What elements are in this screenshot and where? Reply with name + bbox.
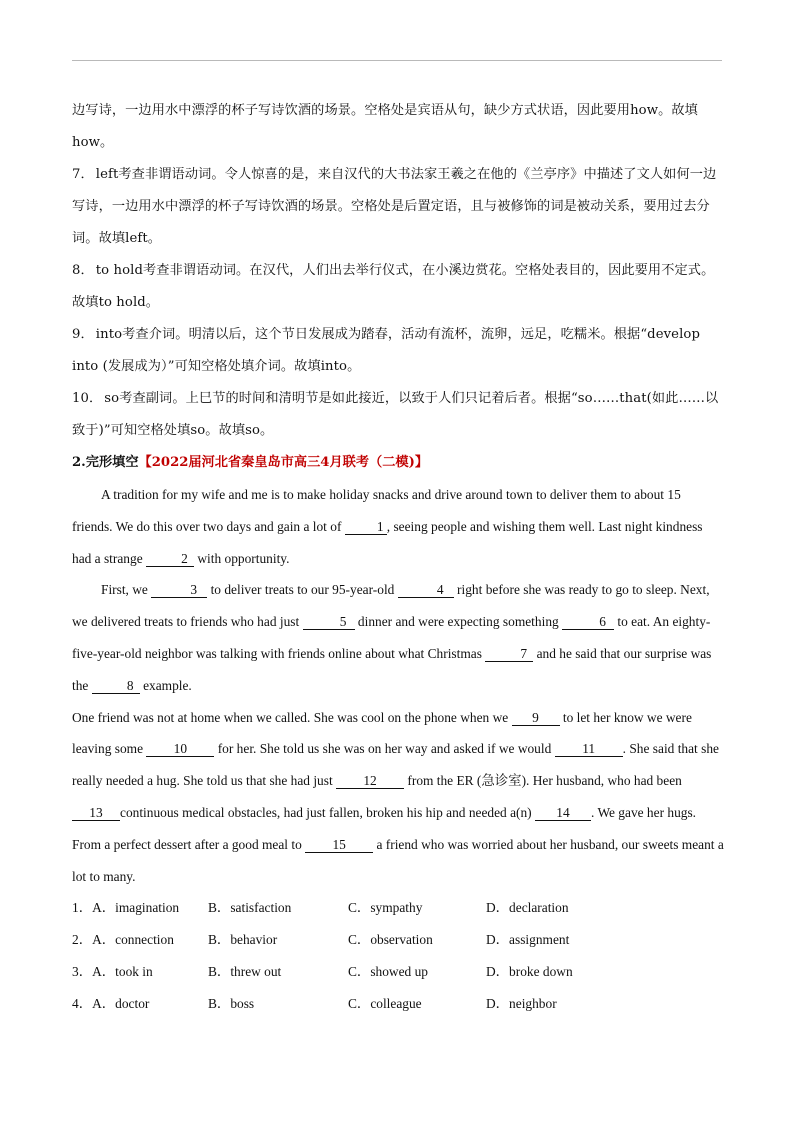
blank-7: 7 [485,647,533,662]
blank-3: 3 [151,583,207,598]
explanation-number: 7． [72,167,94,182]
header-rule [72,60,722,61]
option-number: 1． [72,900,93,916]
option-a-text: A．connection [92,932,174,948]
explanation-text: left考查非谓语动词。令人惊喜的是，来自汉代的大书法家王羲之在他的《兰亭序》中描述了文人如何一边写诗，一边用水中漂浮的杯子写诗饮酒的场景。空格处是后置定语，且与被修饰的词是被动关系，要用过去分词。故填left。 [72,167,717,246]
option-d[interactable]: D．neighbor [486,996,557,1012]
explanation-text: so考查副词。上巳节的时间和清明节是如此接近，以致于人们只记着后者。根据“so……that(如此……以致于)”可知空格处填so。故填so。 [72,391,719,438]
blank-6: 6 [562,615,614,630]
option-a-text: A．imagination [92,900,180,916]
blank-11: 11 [555,742,623,757]
option-a[interactable] [72,956,153,988]
passage-text: to deliver treats to our 95-year-old [207,582,398,598]
passage-paragraph-3 [72,702,724,893]
option-row-3 [72,956,724,988]
passage-text: example. [139,677,192,693]
passage-text: a friend who was worried about her husband, our sweets meant a lot to many. [72,836,724,884]
option-a-text: A．took in [92,964,153,980]
option-a[interactable] [72,924,174,956]
explanation-text: to hold考查非谓语动词。在汉代，人们出去举行仪式，在小溪边赏花。空格处表目的，因此要用不定式。故填to hold。 [72,263,715,310]
option-a-text: A．doctor [92,996,150,1012]
blank-10: 10 [146,742,214,757]
option-d[interactable]: D．broke down [486,964,573,980]
content-body [72,95,724,1020]
option-row-2 [72,924,724,956]
blank-5: 5 [303,615,355,630]
passage-text: right before she was ready to go to sleep. Next, we delivered treats to friends who had just [72,582,710,630]
option-c[interactable]: C．observation [348,932,433,948]
explanation-7 [72,159,724,255]
option-number: 3． [72,964,93,980]
explanation-number: 10． [72,391,103,406]
passage-text: and he said that our surprise was the [72,645,712,693]
option-number: 2． [72,932,93,948]
options-list [72,892,724,1020]
explanation-number: 9． [72,327,94,342]
passage-text: to let her know we were leaving some [72,709,692,757]
option-b[interactable]: B．satisfaction [208,900,292,916]
explanation-10 [72,383,724,447]
passage-text: to eat. An eighty-five-year-old neighbor was talking with friends online about what Christmas [72,614,711,661]
explanation-number: 8． [72,263,94,278]
section-heading [72,447,724,479]
passage-text: with opportunity. [194,550,290,566]
blank-15: 15 [305,838,373,853]
option-d[interactable]: D．declaration [486,900,569,916]
passage-text: A tradition for my wife and me is to make holiday snacks and drive around town to deliver them to about 15 friends. We do this over two days and gain a lot of [72,487,681,534]
blank-13: 13 [72,806,120,821]
explanation-6-cont [72,95,724,159]
section-label: 2.完形填空 [72,455,139,470]
explanation-text: into考查介词。明清以后，这个节日发展成为踏春，活动有流杯，流卵，远足，吃糯米。根据“develop into (发展成为）”可知空格处填介词。故填into。 [72,327,700,374]
option-c[interactable]: C．showed up [348,964,428,980]
blank-2: 2 [146,552,194,567]
explanation-9 [72,319,724,383]
passage-text: dinner and were expecting something [354,614,563,630]
option-c[interactable]: C．colleague [348,996,422,1012]
blank-4: 4 [398,583,454,598]
option-b[interactable]: B．threw out [208,964,282,980]
option-a[interactable] [72,892,179,924]
option-b[interactable]: B．behavior [208,932,278,948]
passage-paragraph-1 [72,479,724,574]
passage-text: continuous medical obstacles, had just fallen, broken his hip and needed a(n) [120,804,535,820]
passage-text: . We gave her hugs. From a perfect dessert after a good meal to [72,804,697,852]
option-d[interactable]: D．assignment [486,932,570,948]
passage-text: First, we [101,582,152,598]
explanation-8 [72,255,724,319]
option-b[interactable]: B．boss [208,996,255,1012]
option-number: 4． [72,996,93,1012]
option-row-4 [72,988,724,1020]
explanation-text: 边写诗，一边用水中漂浮的杯子写诗饮酒的场景。空格处是宾语从句，缺少方式状语，因此要用how。故填how。 [72,103,698,150]
blank-1: 1 [345,520,387,535]
passage-text: from the ER (急诊室). Her husband, who had been [404,773,682,789]
blank-8: 8 [92,679,140,694]
option-row-1 [72,892,724,924]
blank-9: 9 [512,711,560,726]
passage-text: One friend was not at home when we called. She was cool on the phone when we [72,709,512,725]
passage-paragraph-2 [72,574,724,701]
passage-text: , seeing people and wishing them well. Last night kindness had a strange [72,518,703,566]
option-c[interactable]: C．sympathy [348,900,423,916]
passage-text: for her. She told us she was on her way and asked if we would [214,741,555,757]
blank-12: 12 [336,774,404,789]
section-source: 【2022届河北省秦皇岛市高三4月联考（二模)】 [138,455,429,470]
option-a[interactable] [72,988,149,1020]
blank-14: 14 [535,806,591,821]
passage-text: . She said that she really needed a hug. She told us that she had just [72,741,719,789]
